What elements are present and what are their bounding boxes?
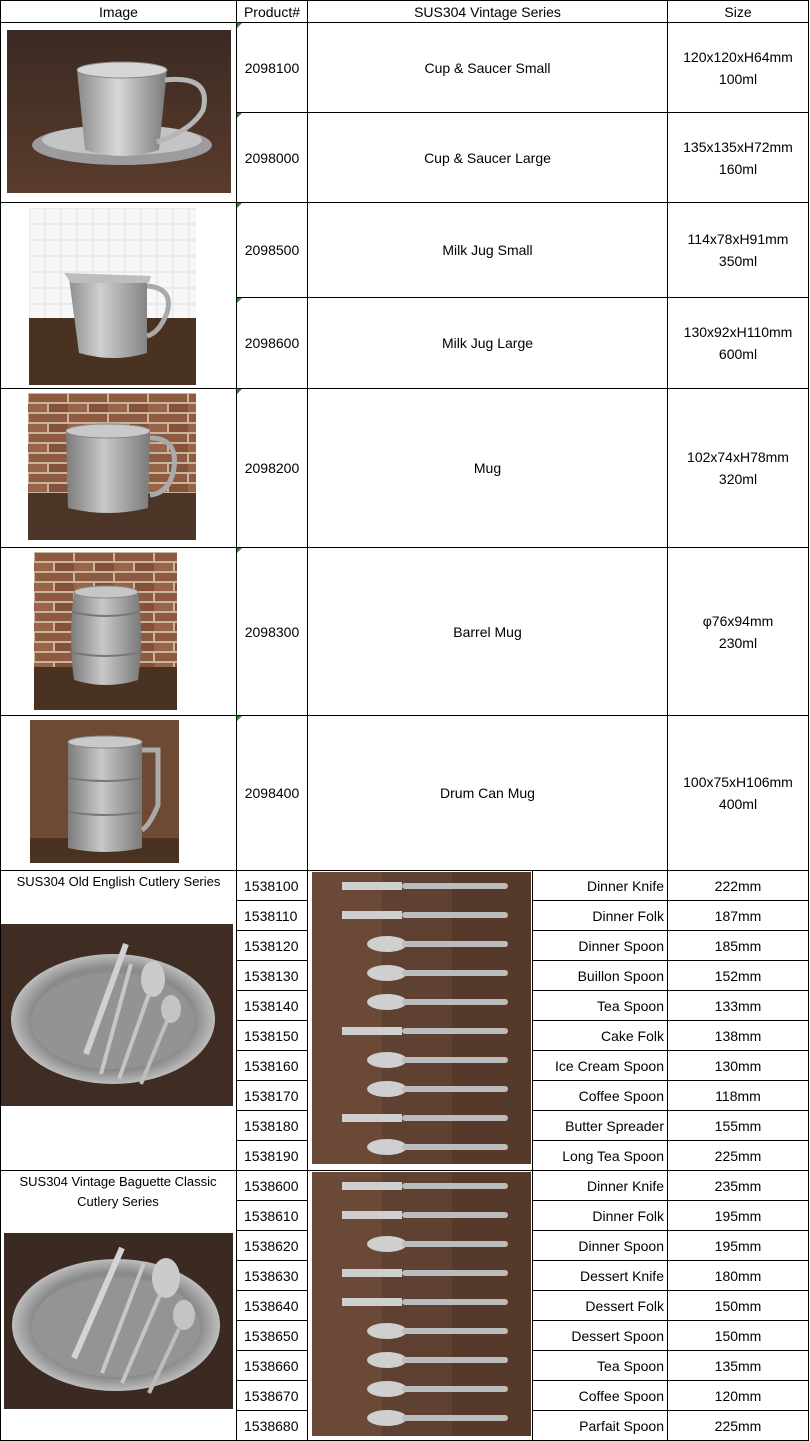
product-name: Dinner Spoon <box>578 1237 664 1254</box>
product-size-cell <box>668 389 809 548</box>
product-size: 138mm <box>714 1027 762 1044</box>
product-name-cell <box>533 1081 668 1111</box>
product-size-cell <box>668 961 809 991</box>
product-name: Dinner Folk <box>592 1207 664 1224</box>
cutlery-piece <box>342 911 508 919</box>
product-number: 1538670 <box>244 1387 299 1404</box>
product-number: 1538150 <box>244 1027 299 1044</box>
product-name: Ice Cream Spoon <box>555 1057 664 1074</box>
product-size-cell <box>668 1411 809 1441</box>
product-dimensions: 102x74xH78mm <box>687 449 789 465</box>
product-name: Cup & Saucer Small <box>424 59 551 76</box>
product-number-cell <box>237 1381 308 1411</box>
product-name-cell <box>533 1411 668 1441</box>
product-size-cell <box>668 1231 809 1261</box>
product-size: 118mm <box>715 1087 761 1104</box>
product-size-cell <box>668 991 809 1021</box>
product-capacity: 400ml <box>718 796 758 812</box>
product-size-cell <box>668 1201 809 1231</box>
cutlery-piece <box>342 1114 508 1122</box>
product-number-cell <box>237 991 308 1021</box>
product-name-cell <box>533 961 668 991</box>
product-name-cell <box>533 1021 668 1051</box>
product-size-cell <box>668 113 809 203</box>
product-number: 1538600 <box>244 1177 299 1194</box>
product-size-cell <box>668 1171 809 1201</box>
product-name-cell <box>533 1231 668 1261</box>
header-series: SUS304 Vintage Series <box>308 0 668 23</box>
product-capacity: 320ml <box>718 471 758 487</box>
product-number-cell <box>237 203 308 298</box>
product-number-cell <box>237 1051 308 1081</box>
product-name: Coffee Spoon <box>578 1387 664 1404</box>
product-number: 1538120 <box>244 937 299 954</box>
product-number: 1538100 <box>244 877 299 894</box>
product-size: 185mm <box>714 937 762 954</box>
cutlery-piece <box>342 1269 508 1277</box>
product-size-cell <box>668 871 809 901</box>
product-number-cell <box>237 298 308 389</box>
product-name-cell <box>533 931 668 961</box>
cutlery-piece <box>342 1298 508 1306</box>
product-name-cell <box>308 548 668 716</box>
comment-marker <box>237 389 242 394</box>
product-size-cell <box>668 1081 809 1111</box>
product-number-cell <box>237 1351 308 1381</box>
product-name: Long Tea Spoon <box>562 1147 664 1164</box>
product-number: 1538130 <box>244 967 299 984</box>
product-size: 120mm <box>714 1387 762 1404</box>
product-capacity: 350ml <box>718 253 758 269</box>
old-english-series-title: SUS304 Old English Cutlery Series <box>16 874 221 889</box>
product-size-cell <box>668 23 809 113</box>
product-size: 133mm <box>714 997 762 1014</box>
product-size-cell <box>668 298 809 389</box>
product-size-cell <box>668 1291 809 1321</box>
product-size: 195mm <box>714 1207 762 1224</box>
product-number-cell <box>237 871 308 901</box>
product-size: 155mm <box>714 1117 762 1134</box>
product-dimensions: 114x78xH91mm <box>687 231 789 247</box>
product-number-cell <box>237 1081 308 1111</box>
product-name: Butter Spreader <box>565 1117 664 1134</box>
product-name: Dinner Knife <box>586 877 664 894</box>
product-size: 152mm <box>714 967 762 984</box>
product-name: Dessert Folk <box>585 1297 664 1314</box>
baguette-series-title: SUS304 Vintage Baguette Classic Cutlery Series <box>19 1174 217 1209</box>
product-size: 195mm <box>714 1237 762 1254</box>
product-number-cell <box>237 113 308 203</box>
baguette-cutlery-photo <box>312 1172 531 1436</box>
product-number: 1538140 <box>244 997 299 1014</box>
product-number: 1538660 <box>244 1357 299 1374</box>
product-name: Dinner Knife <box>586 1177 664 1194</box>
product-number-cell <box>237 1291 308 1321</box>
product-number: 2098400 <box>244 785 300 801</box>
product-number: 1538170 <box>244 1087 299 1104</box>
cutlery-piece <box>342 1027 508 1035</box>
product-size-cell <box>668 548 809 716</box>
product-number-cell <box>237 931 308 961</box>
comment-marker <box>237 23 242 28</box>
product-name: Milk Jug Large <box>441 335 534 351</box>
product-name-cell <box>533 1291 668 1321</box>
product-size-cell <box>668 203 809 298</box>
product-name-cell <box>533 991 668 1021</box>
product-name: Buillon Spoon <box>577 967 664 984</box>
product-dimensions: 100x75xH106mm <box>683 774 793 790</box>
product-size: 225mm <box>714 1417 762 1434</box>
product-name: Dessert Spoon <box>571 1327 664 1344</box>
product-number: 1538620 <box>244 1237 299 1254</box>
mug-photo <box>28 393 196 540</box>
product-number-cell <box>237 716 308 871</box>
product-dimensions: 135x135xH72mm <box>683 138 793 155</box>
product-number: 2098100 <box>244 59 300 76</box>
old-english-cutlery-photo <box>312 872 531 1164</box>
product-number: 1538610 <box>244 1207 299 1224</box>
product-name-cell <box>533 1321 668 1351</box>
product-dimensions: 120x120xH64mm <box>683 48 793 65</box>
product-number-cell <box>237 1141 308 1171</box>
comment-marker <box>237 716 242 721</box>
baguette-plate-photo <box>4 1233 233 1409</box>
product-name-cell <box>308 389 668 548</box>
product-name-cell <box>308 23 668 113</box>
product-name: Cake Folk <box>600 1027 664 1044</box>
product-number: 2098000 <box>244 149 300 166</box>
product-name: Dinner Folk <box>592 907 664 924</box>
product-number: 1538190 <box>244 1147 299 1164</box>
product-number: 1538640 <box>244 1297 299 1314</box>
product-size-cell <box>668 1021 809 1051</box>
product-size-cell <box>668 1321 809 1351</box>
product-number-cell <box>237 23 308 113</box>
cutlery-piece <box>342 1182 508 1190</box>
product-size-cell <box>668 1141 809 1171</box>
product-name: Mug <box>473 460 502 476</box>
milk-jug-photo <box>29 208 196 385</box>
header-image: Image <box>0 0 237 23</box>
product-name: Coffee Spoon <box>578 1087 664 1104</box>
product-size-cell <box>668 716 809 871</box>
product-number-cell <box>237 901 308 931</box>
product-number-cell <box>237 548 308 716</box>
product-name: Tea Spoon <box>597 1357 664 1374</box>
product-name: Dessert Knife <box>579 1267 664 1284</box>
product-name: Dinner Spoon <box>578 937 664 954</box>
product-size-cell <box>668 1111 809 1141</box>
product-name-cell <box>533 871 668 901</box>
product-number: 2098200 <box>244 460 300 476</box>
cutlery-piece <box>342 882 508 890</box>
product-name: Drum Can Mug <box>440 785 535 801</box>
product-number: 1538160 <box>244 1057 299 1074</box>
product-size: 187mm <box>714 907 762 924</box>
product-name-cell <box>533 1171 668 1201</box>
barrel-mug-photo <box>34 552 177 710</box>
product-name-cell <box>533 901 668 931</box>
old-english-plate-photo <box>1 924 233 1106</box>
drum-can-mug-photo <box>30 720 179 863</box>
product-name-cell <box>308 298 668 389</box>
cup-saucer-photo <box>7 30 231 193</box>
product-size-cell <box>668 1381 809 1411</box>
product-number: 1538180 <box>244 1117 299 1134</box>
product-size-cell <box>668 1351 809 1381</box>
comment-marker <box>237 203 242 208</box>
product-number: 2098500 <box>244 242 300 258</box>
product-capacity: 160ml <box>718 160 758 177</box>
comment-marker <box>237 113 242 118</box>
product-number-cell <box>237 1321 308 1351</box>
product-name: Parfait Spoon <box>579 1417 664 1434</box>
product-name-cell <box>533 1201 668 1231</box>
product-name: Barrel Mug <box>453 623 522 640</box>
product-number-cell <box>237 1171 308 1201</box>
product-size: 150mm <box>714 1297 762 1314</box>
product-capacity: 230ml <box>718 634 758 651</box>
product-name-cell <box>533 1141 668 1171</box>
cutlery-piece <box>342 1211 508 1219</box>
comment-marker <box>237 548 242 553</box>
product-name: Cup & Saucer Large <box>424 149 551 166</box>
product-size: 225mm <box>714 1147 762 1164</box>
product-number-cell <box>237 961 308 991</box>
product-name-cell <box>533 1351 668 1381</box>
product-name-cell <box>533 1111 668 1141</box>
product-number: 1538630 <box>244 1267 299 1284</box>
product-size-cell <box>668 1261 809 1291</box>
product-dimensions: 130x92xH110mm <box>683 324 793 340</box>
product-dimensions: φ76x94mm <box>702 612 774 629</box>
product-name-cell <box>308 113 668 203</box>
product-number-cell <box>237 1021 308 1051</box>
product-size: 150mm <box>714 1327 762 1344</box>
product-number: 1538110 <box>244 907 298 924</box>
product-number-cell <box>237 389 308 548</box>
product-capacity: 600ml <box>718 346 758 362</box>
product-number: 1538650 <box>244 1327 299 1344</box>
comment-marker <box>237 298 242 303</box>
product-number: 2098600 <box>244 335 300 351</box>
product-size-cell <box>668 901 809 931</box>
product-name: Milk Jug Small <box>442 242 533 258</box>
product-name: Tea Spoon <box>597 997 664 1014</box>
product-size: 180mm <box>714 1267 762 1284</box>
product-size-cell <box>668 931 809 961</box>
header-size: Size <box>668 0 809 23</box>
product-size: 135mm <box>714 1357 762 1374</box>
product-size: 235mm <box>714 1177 762 1194</box>
product-name-cell <box>533 1051 668 1081</box>
product-name-cell <box>308 203 668 298</box>
product-number: 1538680 <box>244 1417 299 1434</box>
product-number-cell <box>237 1201 308 1231</box>
product-number-cell <box>237 1111 308 1141</box>
product-number: 2098300 <box>244 623 300 640</box>
product-number-cell <box>237 1231 308 1261</box>
product-name-cell <box>533 1381 668 1411</box>
product-size: 130mm <box>714 1057 762 1074</box>
product-size-cell <box>668 1051 809 1081</box>
header-product: Product# <box>237 0 308 23</box>
product-capacity: 100ml <box>718 70 758 87</box>
product-size: 222mm <box>714 877 762 894</box>
product-name-cell <box>533 1261 668 1291</box>
product-number-cell <box>237 1411 308 1441</box>
product-number-cell <box>237 1261 308 1291</box>
product-name-cell <box>308 716 668 871</box>
